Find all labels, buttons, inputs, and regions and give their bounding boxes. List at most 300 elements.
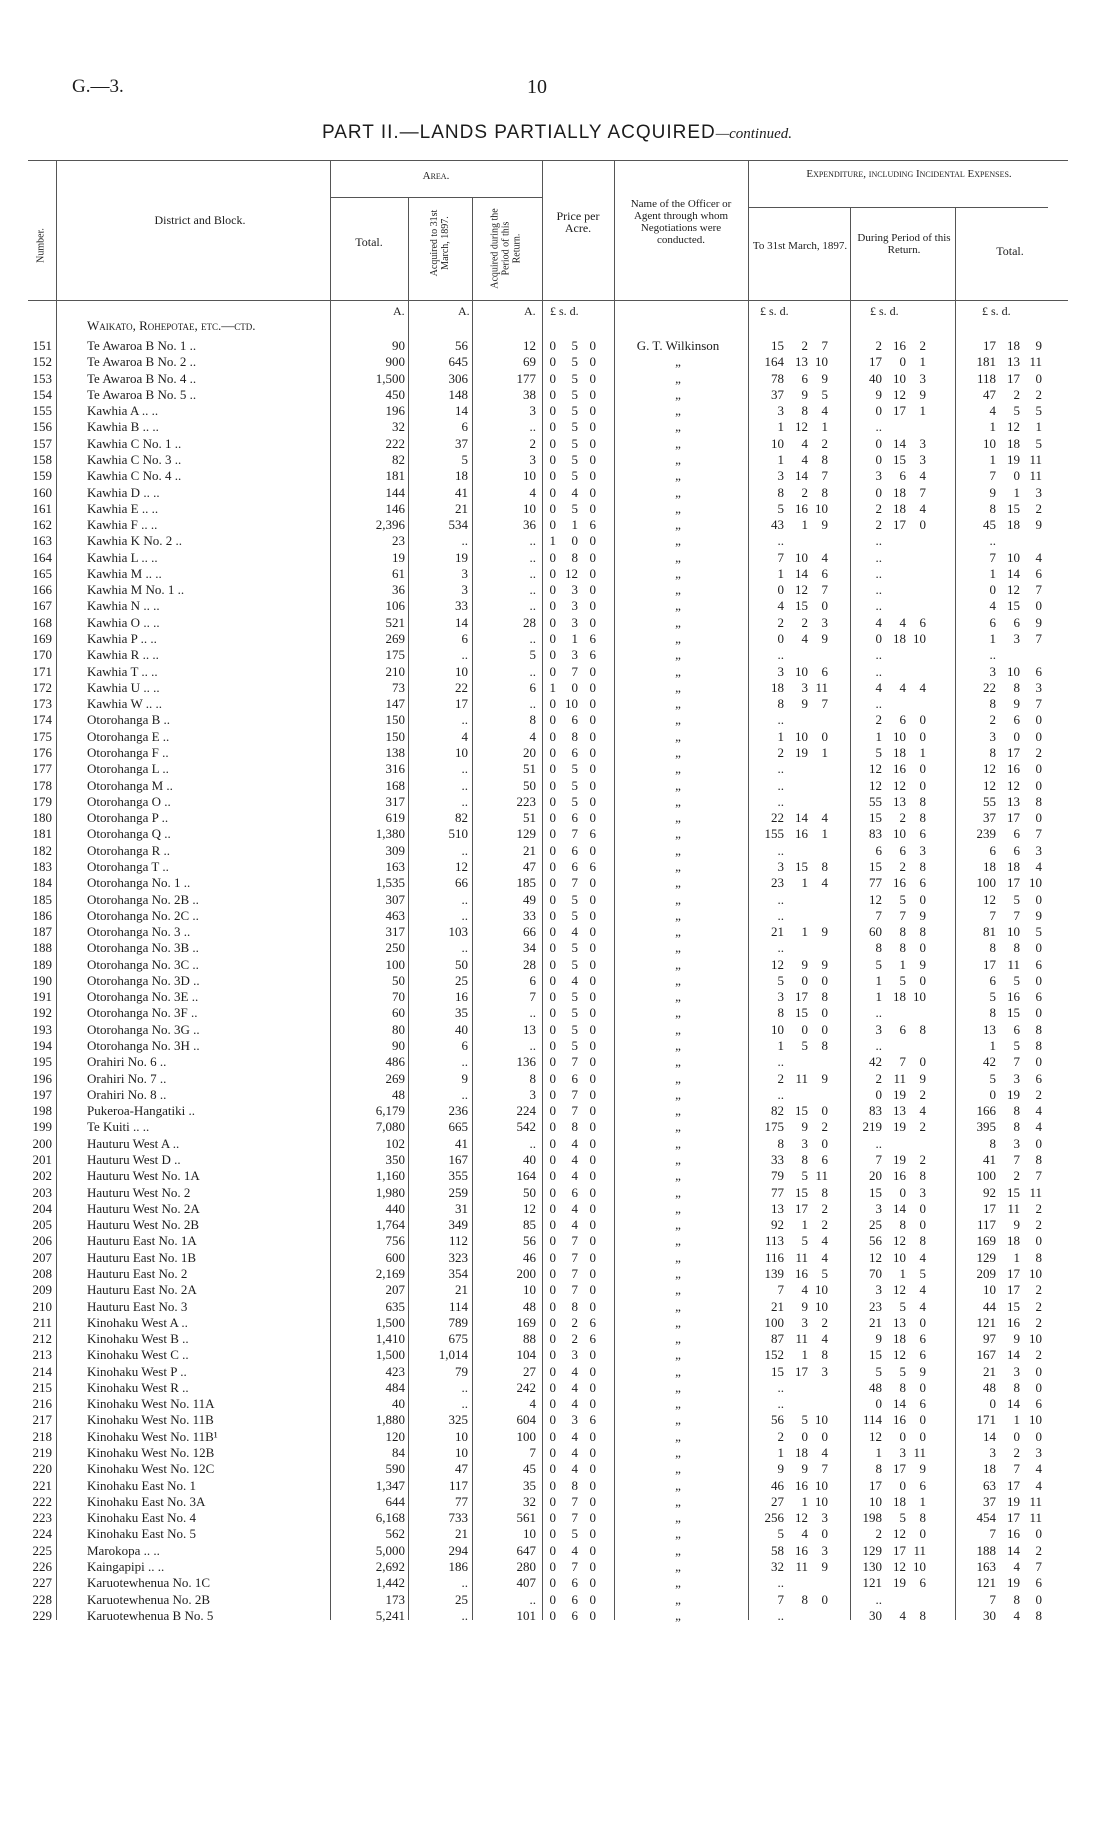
block-name: Orahiri No. 8 .. [87, 1086, 167, 1102]
exp-1897-pence: 9 [821, 924, 828, 940]
price-pence: 0 [589, 793, 596, 809]
exp-1897-pounds: 58 [771, 1542, 784, 1558]
exp-period-shillings: 12 [893, 777, 906, 793]
exp-period-shillings: 5 [899, 972, 906, 988]
row-number: 168 [32, 614, 52, 630]
exp-total-pounds: 7 [989, 907, 996, 923]
exp-total-pence: 2 [1035, 1282, 1042, 1298]
exp-period-pence: 3 [919, 435, 926, 451]
area-total: 168 [385, 777, 405, 793]
exp-period-pence: 0 [919, 1526, 926, 1542]
exp-period-shillings: 15 [893, 451, 906, 467]
officer-name: „ [675, 1005, 681, 1021]
table-row [0, 1201, 1114, 1216]
exp-period-pounds: 2 [875, 1526, 882, 1542]
exp-period-pounds: 15 [869, 810, 882, 826]
table-row [0, 1005, 1114, 1020]
row-number: 215 [32, 1379, 52, 1395]
exp-1897-pounds: 0 [777, 631, 784, 647]
block-name: Kawhia M .. .. [87, 565, 162, 581]
price-shillings: 7 [571, 875, 578, 891]
col-district: District and Block. [154, 213, 246, 227]
exp-total-pence: 10 [1029, 875, 1042, 891]
price-pounds: 0 [549, 1428, 556, 1444]
price-pence: 0 [589, 663, 596, 679]
exp-total-pence: 6 [1035, 1396, 1042, 1412]
exp-total-pence: 2 [1035, 1542, 1042, 1558]
table-row [0, 485, 1114, 500]
price-pounds: 0 [549, 1021, 556, 1037]
exp-1897-pence: 10 [815, 500, 828, 516]
area-acquired-period: 169 [516, 1314, 536, 1330]
officer-name: „ [675, 500, 681, 516]
officer-name: „ [675, 1493, 681, 1509]
price-shillings: 4 [571, 1168, 578, 1184]
area-acquired-period: .. [529, 598, 536, 614]
table-row [0, 908, 1114, 923]
exp-period-shillings: 16 [893, 761, 906, 777]
price-pounds: 0 [549, 1575, 556, 1591]
exp-total-shillings: 17 [1007, 810, 1020, 826]
price-shillings: 5 [571, 777, 578, 793]
block-name: Kinohaku West No. 12B [87, 1445, 215, 1461]
price-pence: 0 [589, 907, 596, 923]
row-number: 176 [32, 745, 52, 760]
price-pence: 0 [589, 1607, 596, 1623]
area-total: 19 [392, 549, 405, 565]
exp-period-pence: 2 [919, 1152, 926, 1167]
table-row [0, 1478, 1114, 1493]
exp-1897-shillings: 4 [801, 1282, 808, 1298]
exp-total-pence: 11 [1029, 1184, 1042, 1200]
exp-1897-shillings: 14 [795, 468, 808, 484]
price-pounds: 0 [549, 614, 556, 630]
exp-total-shillings: 17 [1007, 370, 1020, 386]
exp-1897-pounds: .. [777, 1575, 784, 1591]
area-total: 317 [385, 924, 405, 940]
exp-period-pounds: 2 [875, 500, 882, 516]
exp-period-pence: 8 [919, 1168, 926, 1184]
exp-period-shillings: 18 [893, 989, 906, 1005]
exp-period-pence: 0 [919, 1428, 926, 1444]
exp-1897-pence: 0 [821, 1526, 828, 1542]
exp-period-shillings: 14 [893, 1200, 906, 1216]
exp-period-pence: 0 [919, 972, 926, 988]
area-total: 250 [385, 940, 405, 956]
exp-1897-pence: 3 [821, 1542, 828, 1558]
area-acquired-period: 27 [523, 1363, 536, 1379]
exp-total-shillings: 18 [1007, 1233, 1020, 1249]
row-number: 217 [32, 1412, 52, 1428]
price-pence: 0 [589, 891, 596, 907]
exp-period-shillings: 17 [893, 403, 906, 419]
table-row [0, 1119, 1114, 1134]
exp-1897-pence: 0 [821, 1591, 828, 1607]
exp-total-pounds: 10 [983, 1282, 996, 1298]
price-pounds: 0 [549, 419, 556, 435]
exp-period-shillings: 0 [899, 1428, 906, 1444]
row-number: 193 [32, 1021, 52, 1037]
row-number: 156 [32, 419, 52, 435]
area-acquired-period: 4 [529, 1396, 536, 1412]
block-name: Karuotewhenua No. 1C [87, 1575, 211, 1591]
area-acquired-period: .. [529, 663, 536, 679]
area-total: 635 [385, 1298, 405, 1314]
price-pounds: 0 [549, 1314, 556, 1330]
price-pence: 0 [589, 1103, 596, 1119]
area-total: 147 [385, 696, 405, 712]
exp-period-shillings: 8 [899, 1379, 906, 1395]
price-pence: 0 [589, 1542, 596, 1558]
block-name: Kawhia F .. .. [87, 517, 158, 533]
area-total: 138 [385, 745, 405, 760]
area-total: 590 [385, 1461, 405, 1477]
area-acquired-period: 46 [523, 1249, 536, 1265]
exp-1897-shillings: 12 [795, 582, 808, 598]
exp-1897-pence: 4 [821, 810, 828, 826]
table-row [0, 1592, 1114, 1607]
row-number: 173 [32, 696, 52, 712]
area-acquired-period: 10 [523, 500, 536, 516]
price-shillings: 6 [571, 1070, 578, 1086]
row-number: 152 [32, 354, 52, 370]
area-acquired-1897: 355 [448, 1168, 468, 1184]
block-name: Kinohaku East No. 4 [87, 1510, 197, 1526]
exp-1897-pence: 10 [815, 354, 828, 370]
officer-name: „ [675, 679, 681, 695]
exp-period-pounds: 0 [875, 451, 882, 467]
exp-total-shillings: 5 [1013, 972, 1020, 988]
price-shillings: 5 [571, 891, 578, 907]
exp-period-shillings: 6 [899, 1021, 906, 1037]
area-acquired-1897: 35 [455, 1005, 468, 1021]
area-acquired-1897: 47 [455, 1461, 468, 1477]
block-name: Kawhia D .. .. [87, 484, 160, 500]
price-shillings: 4 [571, 972, 578, 988]
area-acquired-1897: 40 [455, 1021, 468, 1037]
area-acquired-1897: 14 [455, 614, 468, 630]
exp-total-pounds: 12 [983, 891, 996, 907]
price-shillings: 5 [571, 354, 578, 370]
exp-1897-pounds: 3 [777, 858, 784, 874]
table-row [0, 1380, 1114, 1395]
exp-total-shillings: 6 [1013, 712, 1020, 728]
area-total: 1,500 [375, 370, 405, 386]
area-total: 210 [385, 663, 405, 679]
exp-period-pounds: .. [875, 565, 882, 581]
exp-period-pence: 4 [919, 468, 926, 484]
exp-1897-pounds: 8 [777, 1005, 784, 1021]
exp-1897-pounds: .. [777, 1054, 784, 1070]
area-acquired-1897: 77 [455, 1493, 468, 1509]
exp-1897-pounds: .. [777, 777, 784, 793]
exp-total-shillings: 15 [1007, 1184, 1020, 1200]
price-pence: 0 [589, 451, 596, 467]
exp-1897-pence: 0 [821, 728, 828, 744]
area-total: 175 [385, 647, 405, 663]
exp-1897-pence: 7 [821, 582, 828, 598]
price-shillings: 6 [571, 842, 578, 858]
price-pence: 0 [589, 972, 596, 988]
block-name: Kinohaku West No. 11B¹ [87, 1428, 218, 1444]
area-acquired-1897: 6 [461, 1038, 468, 1054]
price-shillings: 4 [571, 1542, 578, 1558]
price-pence: 0 [589, 435, 596, 451]
area-acquired-1897: 117 [448, 1477, 468, 1493]
price-shillings: 2 [571, 1314, 578, 1330]
officer-name: „ [675, 565, 681, 581]
block-name: Kinohaku East No. 3A [87, 1493, 206, 1509]
table-row [0, 778, 1114, 793]
row-number: 164 [32, 549, 52, 565]
price-shillings: 8 [571, 549, 578, 565]
exp-period-pence: 1 [919, 745, 926, 760]
exp-period-shillings: 19 [893, 1119, 906, 1135]
row-number: 181 [32, 826, 52, 842]
area-acquired-period: .. [529, 533, 536, 549]
area-acquired-period: 85 [523, 1217, 536, 1233]
table-row [0, 501, 1114, 516]
row-number: 179 [32, 793, 52, 809]
title-main: PART II.—LANDS PARTIALLY ACQUIRED [321, 122, 716, 143]
page-number: 10 [527, 76, 547, 98]
price-pounds: 0 [549, 1607, 556, 1623]
area-total: 562 [385, 1526, 405, 1542]
exp-period-pence: 6 [919, 614, 926, 630]
exp-1897-pence: 10 [815, 1412, 828, 1428]
exp-period-pence: 11 [913, 1445, 926, 1461]
col-number: Number. [35, 228, 47, 263]
exp-total-pounds: 0 [989, 1396, 996, 1412]
row-number: 174 [32, 712, 52, 728]
exp-1897-pence: 8 [821, 484, 828, 500]
price-pence: 0 [589, 761, 596, 777]
price-pence: 0 [589, 956, 596, 972]
price-pence: 0 [589, 940, 596, 956]
price-shillings: 10 [565, 696, 578, 712]
block-name: Kawhia M No. 1 .. [87, 582, 185, 598]
exp-total-pounds: 17 [983, 338, 996, 353]
exp-1897-pounds: 256 [764, 1510, 784, 1526]
area-acquired-period: 21 [523, 842, 536, 858]
exp-total-pounds: 17 [983, 956, 996, 972]
row-number: 221 [32, 1477, 52, 1493]
officer-name: „ [675, 1428, 681, 1444]
table-row [0, 1233, 1114, 1248]
block-name: Hauturu East No. 1B [87, 1249, 197, 1265]
officer-name: „ [675, 1249, 681, 1265]
area-acquired-1897: 79 [455, 1363, 468, 1379]
area-acquired-period: 5 [529, 647, 536, 663]
area-total: 5,241 [375, 1607, 405, 1623]
table-row [0, 680, 1114, 695]
exp-period-pounds: 83 [869, 1103, 882, 1119]
col-acquired-1897: Acquired to 31st March, 1897. [429, 209, 451, 277]
exp-period-pounds: 2 [875, 338, 882, 353]
exp-period-pence: 8 [919, 858, 926, 874]
area-acquired-1897: 56 [455, 338, 468, 353]
exp-total-pounds: 18 [983, 1461, 996, 1477]
price-shillings: 5 [571, 1526, 578, 1542]
officer-name: „ [675, 793, 681, 809]
price-shillings: 6 [571, 1607, 578, 1623]
area-acquired-period: .. [529, 631, 536, 647]
unit-lsd: £ s. d. [870, 304, 899, 318]
area-total: 70 [392, 989, 405, 1005]
exp-period-shillings: 14 [893, 1396, 906, 1412]
area-acquired-period: 28 [523, 956, 536, 972]
exp-total-pence: 2 [1035, 1347, 1042, 1363]
block-name: Hauturu East No. 1A [87, 1233, 197, 1249]
exp-total-shillings: 15 [1007, 1298, 1020, 1314]
officer-name: „ [675, 745, 681, 760]
price-pounds: 0 [549, 1526, 556, 1542]
officer-name: „ [675, 1103, 681, 1119]
table-row [0, 1494, 1114, 1509]
exp-period-pence: 4 [919, 1298, 926, 1314]
area-acquired-period: 69 [523, 354, 536, 370]
exp-period-pence: 8 [919, 1021, 926, 1037]
exp-1897-shillings: 1 [801, 875, 808, 891]
col-officer: Name of the Officer or Agent through whom Negotiations were conducted. [630, 198, 732, 246]
exp-total-shillings: 16 [1007, 761, 1020, 777]
exp-total-pence: 5 [1035, 924, 1042, 940]
exp-1897-pence: 9 [821, 1070, 828, 1086]
table-row [0, 1071, 1114, 1086]
area-acquired-1897: 82 [455, 810, 468, 826]
area-acquired-1897: 323 [448, 1249, 468, 1265]
exp-period-pounds: 83 [869, 826, 882, 842]
exp-1897-pence: 9 [821, 370, 828, 386]
exp-1897-shillings: 5 [801, 1168, 808, 1184]
exp-total-pence: 3 [1035, 842, 1042, 858]
officer-name: „ [675, 1021, 681, 1037]
price-pounds: 0 [549, 1265, 556, 1281]
price-pounds: 0 [549, 891, 556, 907]
officer-name: „ [675, 1054, 681, 1070]
price-shillings: 5 [571, 338, 578, 353]
exp-period-pounds: .. [875, 582, 882, 598]
exp-period-pence: 6 [919, 1347, 926, 1363]
block-name: Kawhia W .. .. [87, 696, 162, 712]
area-acquired-period: 51 [523, 761, 536, 777]
exp-total-shillings: 15 [1007, 500, 1020, 516]
table-row [0, 826, 1114, 841]
row-number: 207 [32, 1249, 52, 1265]
price-pounds: 0 [549, 517, 556, 533]
exp-period-shillings: 0 [899, 1184, 906, 1200]
exp-1897-pounds: 1 [777, 1038, 784, 1054]
price-pounds: 0 [549, 1038, 556, 1054]
exp-1897-shillings: 4 [801, 435, 808, 451]
exp-total-pence: 8 [1035, 793, 1042, 809]
row-number: 182 [32, 842, 52, 858]
exp-period-pence: 8 [919, 1607, 926, 1623]
area-acquired-period: 6 [529, 679, 536, 695]
price-shillings: 5 [571, 1021, 578, 1037]
exp-total-pence: 0 [1035, 1054, 1042, 1070]
exp-1897-pounds: 7 [777, 1591, 784, 1607]
officer-name: „ [675, 1200, 681, 1216]
col-exp-during: During Period of this Return. [857, 232, 951, 256]
exp-total-shillings: 18 [1007, 338, 1020, 353]
area-acquired-1897: .. [461, 891, 468, 907]
exp-total-shillings: 9 [1013, 1331, 1020, 1347]
exp-1897-shillings: 2 [801, 484, 808, 500]
exp-total-shillings: 17 [1007, 1282, 1020, 1298]
price-pence: 0 [589, 1005, 596, 1021]
price-pence: 0 [589, 777, 596, 793]
table-row [0, 875, 1114, 890]
officer-name: „ [675, 842, 681, 858]
row-number: 169 [32, 631, 52, 647]
table-row [0, 631, 1114, 646]
exp-total-pence: 0 [1035, 370, 1042, 386]
price-shillings: 6 [571, 1575, 578, 1591]
exp-total-pounds: 3 [989, 663, 996, 679]
exp-total-shillings: 10 [1007, 924, 1020, 940]
area-acquired-1897: 675 [448, 1331, 468, 1347]
price-pence: 6 [589, 1314, 596, 1330]
exp-1897-pounds: 2 [777, 1070, 784, 1086]
exp-period-pence: 0 [919, 1217, 926, 1233]
officer-name: „ [675, 549, 681, 565]
price-pence: 0 [589, 1510, 596, 1526]
price-pounds: 0 [549, 663, 556, 679]
area-acquired-1897: 1,014 [438, 1347, 468, 1363]
row-number: 190 [32, 972, 52, 988]
exp-1897-pounds: 3 [777, 989, 784, 1005]
price-pence: 0 [589, 1233, 596, 1249]
area-acquired-1897: 6 [461, 631, 468, 647]
row-number: 202 [32, 1168, 52, 1184]
area-acquired-1897: 665 [448, 1119, 468, 1135]
exp-1897-pence: 5 [821, 1265, 828, 1281]
exp-period-pence: 10 [913, 989, 926, 1005]
area-acquired-period: 280 [516, 1559, 536, 1574]
exp-period-pounds: 30 [869, 1607, 882, 1623]
price-pence: 0 [589, 989, 596, 1005]
exp-1897-pence: 1 [821, 745, 828, 760]
exp-1897-shillings: 1 [801, 517, 808, 533]
price-shillings: 6 [571, 1184, 578, 1200]
exp-period-pounds: 121 [862, 1575, 882, 1591]
exp-1897-pence: 0 [821, 1021, 828, 1037]
exp-1897-pence: 2 [821, 435, 828, 451]
table-row [0, 1038, 1114, 1053]
exp-total-shillings: 11 [1007, 1200, 1020, 1216]
block-name: Kawhia K No. 2 .. [87, 533, 182, 549]
exp-1897-pounds: 10 [771, 1021, 784, 1037]
area-total: 163 [385, 858, 405, 874]
table-row [0, 1543, 1114, 1558]
exp-total-pence: 0 [1035, 598, 1042, 614]
exp-1897-pounds: 79 [771, 1168, 784, 1184]
area-total: 1,764 [375, 1217, 405, 1233]
block-name: Kawhia C No. 1 .. [87, 435, 182, 451]
officer-name: „ [675, 1331, 681, 1347]
price-pence: 0 [589, 1070, 596, 1086]
exp-1897-pounds: 13 [771, 1200, 784, 1216]
exp-total-shillings: 16 [1007, 989, 1020, 1005]
block-name: Otorohanga L .. [87, 761, 169, 777]
exp-period-pence: 0 [919, 891, 926, 907]
officer-name: „ [675, 712, 681, 728]
officer-name: „ [675, 631, 681, 647]
price-pounds: 0 [549, 582, 556, 598]
table-row [0, 1331, 1114, 1346]
area-acquired-period: 129 [516, 826, 536, 842]
